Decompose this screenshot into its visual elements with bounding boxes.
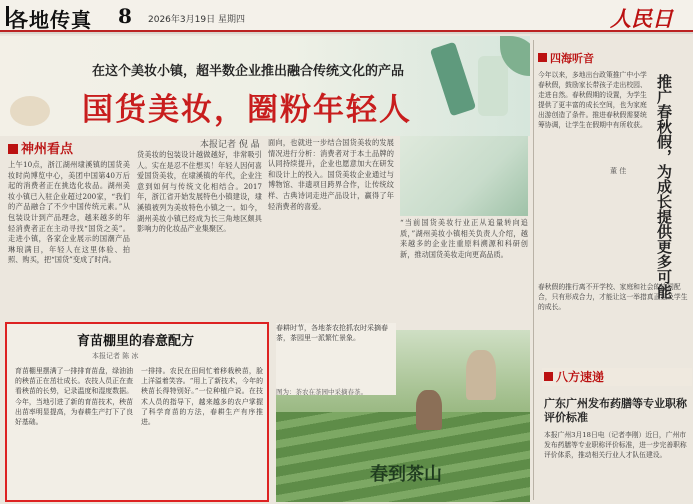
section-label-text: 神州看点 <box>21 142 74 157</box>
feature-column-2: 货美妆的包装设计越做越好，非常吸引人。实在是忍不住想买！年轻人因何喜爱国货美妆，在埭溪镇的年代，企业注意到如何与传统文化相结合。2017年，浙江省开始发展特色小镇建设，埭溪镇被列为美妆特色小镇之一。如今，湖州美妆小镇已经成为长三角地区颇具影响力的化妆品产业集聚区。 <box>137 150 262 234</box>
tea-photo-caption: 图为：茶农在茶园中采摘春茶。 <box>276 388 367 396</box>
section-label-text: 八方速递 <box>556 370 605 384</box>
boxed-article-column-2: 一排排。农民在田间忙着移栽秧苗，脸上洋溢着笑容。“用上了新技术，今年的秧苗长得特别好。”一位种植户说。在技术人员的指导下，越来越多的农户掌握了科学育苗的方法，春耕生产有序推进。 <box>141 367 263 427</box>
issue-date: 2026年3月19日 星期四 <box>148 15 245 25</box>
section-label-sihai <box>538 50 594 66</box>
boxed-article-column-1: 育苗棚里摆满了一排排育苗盘，绿油油的秧苗正在茁壮成长。农技人员正在查看秧苗的长势，记录温度和湿度数据。今年，当地引进了新的育苗技术，秧苗出苗率明显提高，为春耕生产打下了良好基础。 <box>15 367 133 427</box>
boxed-article-title: 育苗棚里的春意配方 <box>77 334 195 349</box>
cosmetics-photo <box>400 136 528 216</box>
section-label-shenzhou <box>8 138 73 157</box>
tea-picker-image <box>416 390 442 430</box>
section-marker-icon <box>544 372 553 381</box>
feature-banner <box>0 36 530 136</box>
decor-bottle-image <box>430 42 476 117</box>
feature-byline: 本报记者 倪 晶 <box>200 140 260 150</box>
opinion-author: 董 佳 <box>610 167 627 175</box>
feature-column-4: “当前国货美妆行业正从追量转向追质，”湖州美妆小镇相关负责人介绍，越来越多的企业注重原料溯源和科研创新，推动国货美妆走向更高品质。 <box>400 218 528 259</box>
opinion-title: 推广春秋假，为成长提供更多可能 <box>655 74 673 299</box>
masthead <box>0 0 693 32</box>
section-marker-icon <box>8 144 18 154</box>
opinion-column-text: 今年以来，多地出台政策推广中小学春秋假，鼓励家长带孩子走出校园、走进自然。春秋假期的设置，为学生提供了更丰富的成长空间，也为家庭出游创造了条件。推进春秋假需要统筹协调，让学生在假期中有所收获。 <box>538 71 647 129</box>
opinion-column-text-2: 春秋假的推行离不开学校、家庭和社会的协同配合，只有形成合力，才能让这一举措真正惠及学生的成长。 <box>538 283 688 311</box>
boxed-article <box>5 322 269 502</box>
section-title: 各地传真 <box>8 8 92 32</box>
tea-picker-image <box>466 350 496 400</box>
section-marker-icon <box>538 53 547 62</box>
feature-column-3: 面向，也就进一步结合国货美妆的发展情况进行分析：消费者对于本土品牌的认同持续提升，企业也愿意加大在研发和设计上的投入。国货美妆企业通过与博物馆、非遗项目跨界合作，让传统纹样、古典诗词走进产品设计，赢得了年轻消费者的喜爱。 <box>268 138 394 211</box>
page-number: 8 <box>118 4 132 28</box>
news-brief-text: 本报广州3月18日电（记者李刚）近日，广州市发布药膳等专业职称评价标准，进一步完善职称评价体系，推动相关行业人才队伍建设。 <box>544 431 687 459</box>
news-brief-title: 广东广州发布药膳等专业职称评价标准 <box>544 397 687 424</box>
tea-rows-image <box>276 412 530 502</box>
feature-subtitle: 在这个美妆小镇，超半数企业推出融合传统文化的产品 <box>92 64 405 79</box>
section-label-text: 四海听音 <box>550 52 594 65</box>
feature-title: 国货美妆，圈粉年轻人 <box>82 92 412 128</box>
column-divider <box>533 40 534 500</box>
feature-column-1: 上午10点，浙江湖州埭溪镇的国货美妆时尚博览中心，美团中国第40万后起的消费者正在挑选化妆品。湖州美妆小镇已入驻企业超过200家，“我们的产品融合了不少中国传统元素。”从包装设计到产品理念，越来越多的年轻消费者正在主动寻找“国货之美”。走进小镇，各家企业展示的国潮产品琳琅满目，年轻人在这里体验、拍照、购买，把“国货”变成了时尚。 <box>8 160 130 265</box>
decor-shell-image <box>10 96 50 126</box>
tea-photo-heading: 春到茶山 <box>370 464 442 485</box>
newspaper-logo: 人民日 <box>610 6 673 31</box>
decor-jar-image <box>478 56 508 116</box>
tea-article-text: 春耕时节，各地茶农抢抓农时采摘春茶，茶园里一派繁忙景象。 <box>276 324 388 342</box>
boxed-article-byline: 本报记者 陈 冰 <box>92 352 139 360</box>
section-label-bafang <box>542 368 692 386</box>
